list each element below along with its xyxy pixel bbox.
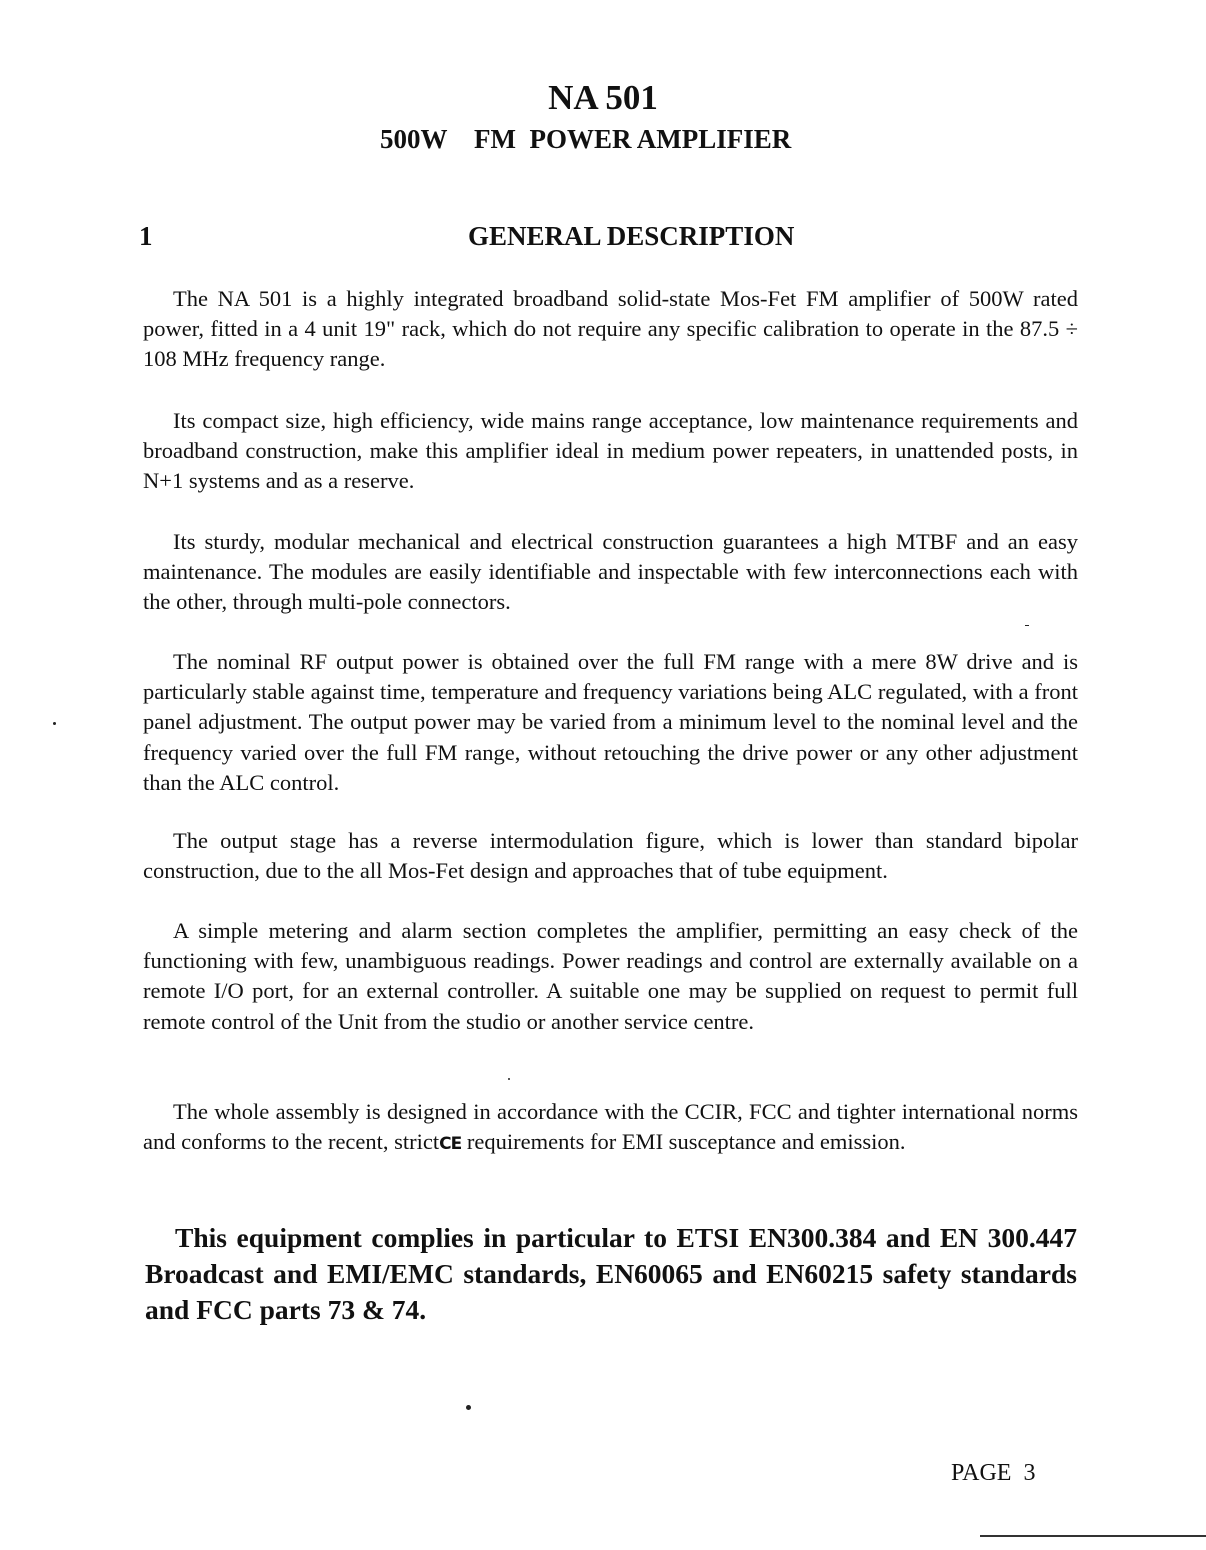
paragraph-applications: Its compact size, high efficiency, wide mains range acceptance, low maintenance requirements and broadband construction, make this amplifier ideal in medium power repeaters, in unattended posts, in N+1 systems and as a reserve. bbox=[143, 408, 1078, 494]
paragraph-metering: A simple metering and alarm section completes the amplifier, permitting an easy check of the functioning with few, unambiguous readings. Power readings and control are externally available on a remote I/O port, for an external controller. A suitable one may be supplied on request to permit full remote control of the Unit from the studio or another service centre. bbox=[143, 918, 1078, 1034]
norms-text-after: requirements for EMI susceptance and emission. bbox=[461, 1129, 906, 1155]
page-number: PAGE 3 bbox=[951, 1460, 1036, 1486]
document-title: NA 501 bbox=[548, 78, 658, 117]
scan-speck bbox=[53, 722, 56, 725]
scan-speck bbox=[1025, 625, 1029, 626]
paragraph-output-power: The nominal RF output power is obtained over the full FM range with a mere 8W drive and is particularly stable against time, temperature and frequency variations being ALC regulated, with a front panel adjustment. The output power may be varied from a minimum level to the nominal level and the frequency varied over the full FM range, without retouching the drive power or any other adjustment than the ALC control. bbox=[143, 649, 1078, 795]
scan-speck bbox=[466, 1405, 471, 1410]
compliance-statement: This equipment complies in particular to ETSI EN300.384 and EN 300.447 Broadcast and EMI/EMC standards, EN60065 and EN60215 safety standards and FCC parts 73 & 74. bbox=[145, 1222, 1077, 1325]
paragraph-intermodulation: The output stage has a reverse intermodulation figure, which is lower than standard bipolar construction, due to the all Mos-Fet design and approaches that of tube equipment. bbox=[143, 828, 1078, 884]
paragraph-overview: The NA 501 is a highly integrated broadband solid-state Mos-Fet FM amplifier of 500W rated power, fitted in a 4 unit 19" rack, which do not require any specific calibration to operate in the 87.5 ÷ 108 MHz frequency range. bbox=[143, 286, 1078, 372]
scan-edge-line bbox=[980, 1535, 1206, 1537]
paragraph-norms bbox=[143, 1097, 1078, 1159]
section-number: 1 bbox=[139, 221, 153, 251]
paragraph-construction: Its sturdy, modular mechanical and electrical construction guarantees a high MTBF and an easy maintenance. The modules are easily identifiable and inspectable with few interconnections each with the other, through multi-pole connectors. bbox=[143, 529, 1078, 615]
scan-speck bbox=[508, 1078, 510, 1080]
document-subtitle: 500W FM POWER AMPLIFIER bbox=[380, 124, 792, 154]
norms-text-before: The whole assembly is designed in accordance with the CCIR, FCC and tighter international norms and conforms to the recent, strict bbox=[143, 1099, 1078, 1155]
ce-mark-icon: CE bbox=[439, 1134, 462, 1155]
section-title: GENERAL DESCRIPTION bbox=[468, 221, 795, 251]
